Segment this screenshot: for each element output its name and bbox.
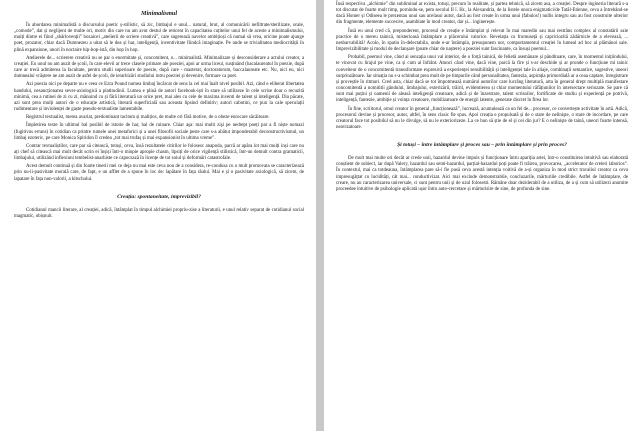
left-page bbox=[0, 0, 316, 431]
paragraph-7: Acest demult continuă și din foarte tinerii mei ce deja nu mai este ceva nou de a considera, re-condusa cu o mult promovata se caracterizează prin nu-ii-pasivitate morală care, de fapt, e un afflet de a spune în loc de: lapătare în fața răului. Mai e și o pasivitate axiologică, să zicem, de lapatare în fața non-valorii, a kitschului. bbox=[14, 164, 304, 182]
paragraph-2: Atelierele de... scrierere creativă nu se par o enormitate și, concomitent, o... minimalistă. Minimalizare și desconsiderare a actului creator, a creației. Eu unul nu am auzit de școli, în care elevii ar trece clasele primare ale poeziei, apoi ar urma liceul, susținând (bacalaureatul în poezie, după care ar trecă admiterea la facultate, pentru studii superioare de poezie, după care - masterat, doctoratorum, baccalaureate etc. Nu, nici eu, nici dumnealui vrăștere ne am auzit de asfel de școli, de ierarhizări studiului intru poeziei și devenire, formare ca poet. bbox=[14, 55, 304, 80]
section-heading: Creația: spontaneitate, imprevizibil? bbox=[117, 193, 201, 200]
right-page bbox=[324, 0, 640, 431]
paragraph-6: Contrar textualiștilor, care par să citească, totuși, ceva, însă rezultatele citirilor le folosesc anapoda, parcă ar apăra lot mai mulți inși care nu ați chef să citească mai mult decât scrin ei înșiși într-o miopie apropie chasm, lipsiți de orice vigilență stilistică, într-un demult contra gramaticii, limbajului, utilizând inflexiuni tembelist-anarhiste ce capocsază în licențe de tot soiul și deformări catastrofale. bbox=[14, 143, 304, 162]
page-title: Minimalismul bbox=[140, 10, 178, 17]
paragraph-1: În abordarea minimalistă a discursului poetic ș-stilistic, să zic, limbajul e unul... natural, brut, al comunicării nefiltrate/sterilizate, orale, „comode”, dat și neglijent de multe ori, motiv din care nu am avut destul de reticent în capacitatea cuțitelor unui fel de aceste a minimalismului, mulți dintre ei fiind „sbârlovenții” bozaicei „atelierii de scriere creativă”, care sugerează navelor ambițioși că numai să vrea, oricine poate ajunge poet, prozator, chiar dacă Dumnezeu a uitat să le dea și har, inteligență, inventivitate fiindcă imaginație. Pe unde se trivialitatea mediocrității în plină expansiune, unori în noctaire hip-hop-istă, din hop în hop. bbox=[14, 23, 304, 53]
paragraph-4: În fine, scriitorul, omul creator în general „funcționează”, lucrează, acumulează ca un fel de... procesor, ce convertește activitate în artă. Adică, procesorul devine și procesor, autor, altfel, în sens clasic fie spus. Apoi creația e propulsată și de o stare de nelinişte, o stare de incordare, pe care creatorul face tot posibilul să nu le divulge, să nu le exteriorizeze. La ce bun să știe de el și cei din jur? E o nelinişte de taină, uneori foarte intensă, neavizatoare. bbox=[336, 106, 628, 130]
paragraph-2: Însă eu unul cred că, preponderent, procesul de creație e întâmplat și relevat în mai maredin sau mai restrâns complex al constatării sale practice de o mereu tainică, misterioasă întâmplare a plăcerului valorice. Revelația cu frumuseță și capriciozită zădărnicie de a elevează, ... nesbarvabilită! Acolo, în spatiu în-delectabila, unde e-ar întâmpla, presupunem nor, comportamentul creației în lumeal ad hoc al plămânoi sale. Imprevizibilitate și modul de declanșare (poate chiar de naștere) a poeziei sunt fascinante, ca însuși poemul... bbox=[336, 28, 628, 53]
page-gutter bbox=[316, 0, 324, 431]
paragraph-4: Registrul textualist, merea avariat, predominant tacitum și malițios, de multe ori fără motive, de o obeze eurocare sâcâitoare. bbox=[26, 115, 270, 121]
section-heading: Și totuși – între întâmplare și proces sau – prin întâmplare și prin proces? bbox=[397, 142, 567, 149]
paragraph-5: De mult mai multe ori decât ar crede unii, hazardul devine impuls și funcționare întru apariția artei, într-o constituirea intuitivă sau elaborată conștient de subiect, iar după Valery, hazardul sau semi-hazardul, parțial-hazardul poți poate fi trăirea, provocarea, „accelerator de creieri laborios”. În contextul, mai ca totdeauna, întâmplarea pare să-i fie pusă ceva acestă intenția voitivă de a-și organiza în mod strict travaliul creator ca ceva impresugâțtat cu lucidități, cât mai... conductivizat. Aici mai exclude demonstrabile, concluzarile, mărturiile credibile. Astfel de întâmplare, de creare, nu au caracterizarea universale, ci sunt pentru unii și de uzul folosesti. Rămâne doar deziderabil de a utiliza, de a și cum să utilizezi anumite proceedee intuitive de psihologie aplicată ușor întru auto-cercetare și mărturisire de sine, de profunda de sine. bbox=[336, 156, 628, 192]
paragraph-3: Azi poezia nici pe departe nu e ceea ce Ezra Pound numea limbaj încărcat de sens la cel mai înalt nivel posibil. Azi, când e eliberat libertatea bandului, nesancționarea sever-axiologică a platitudinii. Lumea e plină de autori facebook-iști în stare să utilizeze în cele scrise doar o recuzită minimă, cea a rutinei de zi cu zi, mănuind cu și fără literatură un orice pret, mai ales cu cele de maxima inventi de talent și inteligență. Dia păcate, azi sunt prea mulți autori de o educație artistică, literară superficială sau aceasta lipsind definitiv; autori cabotini, ce pun la cale speculații rudimentare și inviolenței de gaște pseudo-textualiste lamentabile. bbox=[14, 82, 304, 113]
paragraph-8: Cotidianul mancii literare, al creației, adică, întâmplat în timpul alchimiei propriu-zise a literaturii, e unul relativ separat de cotidianul social magmatic, obișnuit. bbox=[14, 207, 304, 219]
paragraph-1: Însă respectiva „alchimie” din subliminal ar exista, totuși, precum în realitate, și partea tehnică, să zicem asa, a creației. Despre ingineria literară s-a tot discutat de foarte mult timp, pornindu-se, pem secolul II î. Hr., la Alexandria, de la listele unora enigmatici/de Tatăl-Etienne, ceva a întrebând-se dacă Homer și Odiseea le prezentau unui sau acelasui autor, dacă au fost create în urma unui (fabulos!) nullis integru sau au fost construite ulterior din fragmente, elemente succesive, asamblate în mod creator, dar și... inginerește. bbox=[336, 2, 628, 26]
paragraph-3: Probabil, poemul vine, când ai senzația unui val interior, de o forță tainică, de felietă asemănare și pândituare, care, în momentul inițiindului, te vinovat cu lirajul pe vine, ca și cum ai înfrânt. Atunci când vine, dacă vine, parcă la fire și s-ar deschide și ar pronde o funcțiune mi tainic conveiteur de o concomitentă transsformare expresivă a experienței sensibilității și inteligenței tale în aliaje, combinații semantice, sugestive, uneori surprinzătoare. Iar situația nu s-a schimbat prea mult de pe timpurile când personalitatea, fantezia, aspirația primordială ar a ceaa captare, înregistrare și proveștle în ritmuri. Cred asta, chiar dacă se tot împotmează numărul autorilor care lucrâng literatură, arta în general drept multiplă manifestare concomitentă a nomititii gândului, limbajului, exterizării, trăirii, evidentierea și chiar momentului răfățiunilor în intersectare seriozate. Se pare că sunt mai puțini și oamenii de aleasă inteligență creatoare, adică și de înzestrare, talent scrisoilor, fortificate de studiu și experiență pe potrivă, inteligență, fantezie, ambiție și voința creatoare, mobilizatoare de energii latente, generate discret în firea lor. bbox=[336, 55, 628, 104]
paragraph-5: Împletirea texte în ultimul bal posibil de istorie de har, hal de ruinare. Chiar aşa: mai multi zişi pe nedrept poeți par a fi niște nomazi (fugitivus errans) în cotidian ca printre rumele unei metaforici și a unei filosofii sociale peste care s-a abătut imponderabil deconstructivismul, un limbaj ezoteric, pe care Monica Spiridon îl credea „tot mai trufaș și mai expansionist în ultima vreme”. bbox=[14, 123, 304, 141]
